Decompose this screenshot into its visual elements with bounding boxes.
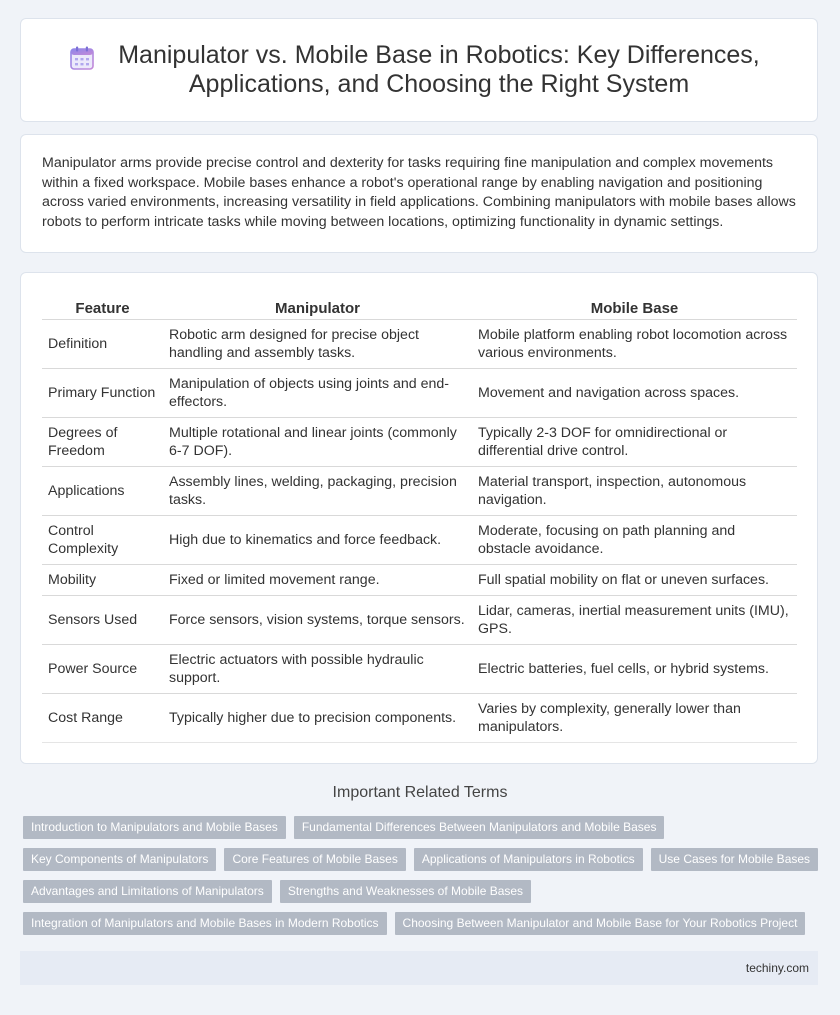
related-terms-heading: Important Related Terms xyxy=(332,784,508,801)
tag-row xyxy=(23,912,823,935)
row-manipulator: Typically higher due to precision components. xyxy=(163,694,472,743)
intro-paragraph: Manipulator arms provide precise control and dexterity for tasks requiring fine manipulation and complex movements within a fixed workspace. Mobile bases enhance a robot's operational range by enabling navigation and positioning across varied environments, increasing versatility in field applications. Combining manipulators with mobile bases allows robots to perform intricate tasks while moving between locations, optimizing functionality in dynamic settings. xyxy=(42,155,796,230)
row-mobile-base: Material transport, inspection, autonomous navigation. xyxy=(472,467,797,516)
row-manipulator: Assembly lines, welding, packaging, precision tasks. xyxy=(163,467,472,516)
related-term-tag[interactable]: Applications of Manipulators in Robotics xyxy=(414,848,643,871)
table-row xyxy=(42,645,797,694)
row-feature: Degrees of Freedom xyxy=(42,418,163,467)
intro-card xyxy=(20,134,818,253)
row-feature: Applications xyxy=(42,467,163,516)
row-mobile-base: Full spatial mobility on flat or uneven surfaces. xyxy=(472,565,797,596)
page-title: Manipulator vs. Mobile Base in Robotics: Key Differences, Applications, and Choosing the Right System xyxy=(118,41,760,98)
row-mobile-base: Movement and navigation across spaces. xyxy=(472,369,797,418)
row-feature: Cost Range xyxy=(42,694,163,743)
related-term-tag[interactable]: Core Features of Mobile Bases xyxy=(224,848,405,871)
related-term-tag[interactable]: Choosing Between Manipulator and Mobile Base for Your Robotics Project xyxy=(395,912,806,935)
tag-row xyxy=(23,816,823,839)
table-row xyxy=(42,369,797,418)
comparison-table xyxy=(42,295,797,743)
title-wrap xyxy=(69,41,769,99)
table-header-row xyxy=(42,295,797,320)
row-mobile-base: Varies by complexity, generally lower than manipulators. xyxy=(472,694,797,743)
footer-site-link[interactable]: techiny.com xyxy=(745,961,809,975)
related-term-tag[interactable]: Key Components of Manipulators xyxy=(23,848,216,871)
row-manipulator: Electric actuators with possible hydraulic support. xyxy=(163,645,472,694)
related-term-tag[interactable]: Introduction to Manipulators and Mobile Bases xyxy=(23,816,286,839)
header-manipulator: Manipulator xyxy=(163,295,472,320)
row-manipulator: Multiple rotational and linear joints (commonly 6-7 DOF). xyxy=(163,418,472,467)
table-row xyxy=(42,596,797,645)
tag-row xyxy=(23,880,823,903)
header-mobile-base: Mobile Base xyxy=(472,295,797,320)
related-terms-list xyxy=(23,816,823,944)
title-card xyxy=(20,18,818,122)
row-feature: Mobility xyxy=(42,565,163,596)
table-row xyxy=(42,418,797,467)
related-term-tag[interactable]: Advantages and Limitations of Manipulators xyxy=(23,880,272,903)
row-feature: Primary Function xyxy=(42,369,163,418)
row-manipulator: Robotic arm designed for precise object handling and assembly tasks. xyxy=(163,320,472,369)
table-row xyxy=(42,516,797,565)
header-feature: Feature xyxy=(42,295,163,320)
row-manipulator: Force sensors, vision systems, torque sensors. xyxy=(163,596,472,645)
row-feature: Definition xyxy=(42,320,163,369)
related-term-tag[interactable]: Fundamental Differences Between Manipulators and Mobile Bases xyxy=(294,816,665,839)
row-mobile-base: Moderate, focusing on path planning and obstacle avoidance. xyxy=(472,516,797,565)
related-term-tag[interactable]: Integration of Manipulators and Mobile Bases in Modern Robotics xyxy=(23,912,387,935)
row-feature: Sensors Used xyxy=(42,596,163,645)
row-manipulator: Fixed or limited movement range. xyxy=(163,565,472,596)
row-feature: Power Source xyxy=(42,645,163,694)
related-term-tag[interactable]: Use Cases for Mobile Bases xyxy=(651,848,818,871)
table-row xyxy=(42,694,797,743)
row-manipulator: Manipulation of objects using joints and end-effectors. xyxy=(163,369,472,418)
row-mobile-base: Mobile platform enabling robot locomotion across various environments. xyxy=(472,320,797,369)
related-term-tag[interactable]: Strengths and Weaknesses of Mobile Bases xyxy=(280,880,531,903)
comparison-card xyxy=(20,272,818,764)
row-mobile-base: Electric batteries, fuel cells, or hybrid systems. xyxy=(472,645,797,694)
row-mobile-base: Typically 2-3 DOF for omnidirectional or differential drive control. xyxy=(472,418,797,467)
tag-row xyxy=(23,848,823,871)
row-mobile-base: Lidar, cameras, inertial measurement units (IMU), GPS. xyxy=(472,596,797,645)
row-manipulator: High due to kinematics and force feedback. xyxy=(163,516,472,565)
table-row xyxy=(42,320,797,369)
table-row xyxy=(42,565,797,596)
row-feature: Control Complexity xyxy=(42,516,163,565)
calendar-icon xyxy=(69,45,95,71)
footer xyxy=(20,951,818,985)
table-row xyxy=(42,467,797,516)
